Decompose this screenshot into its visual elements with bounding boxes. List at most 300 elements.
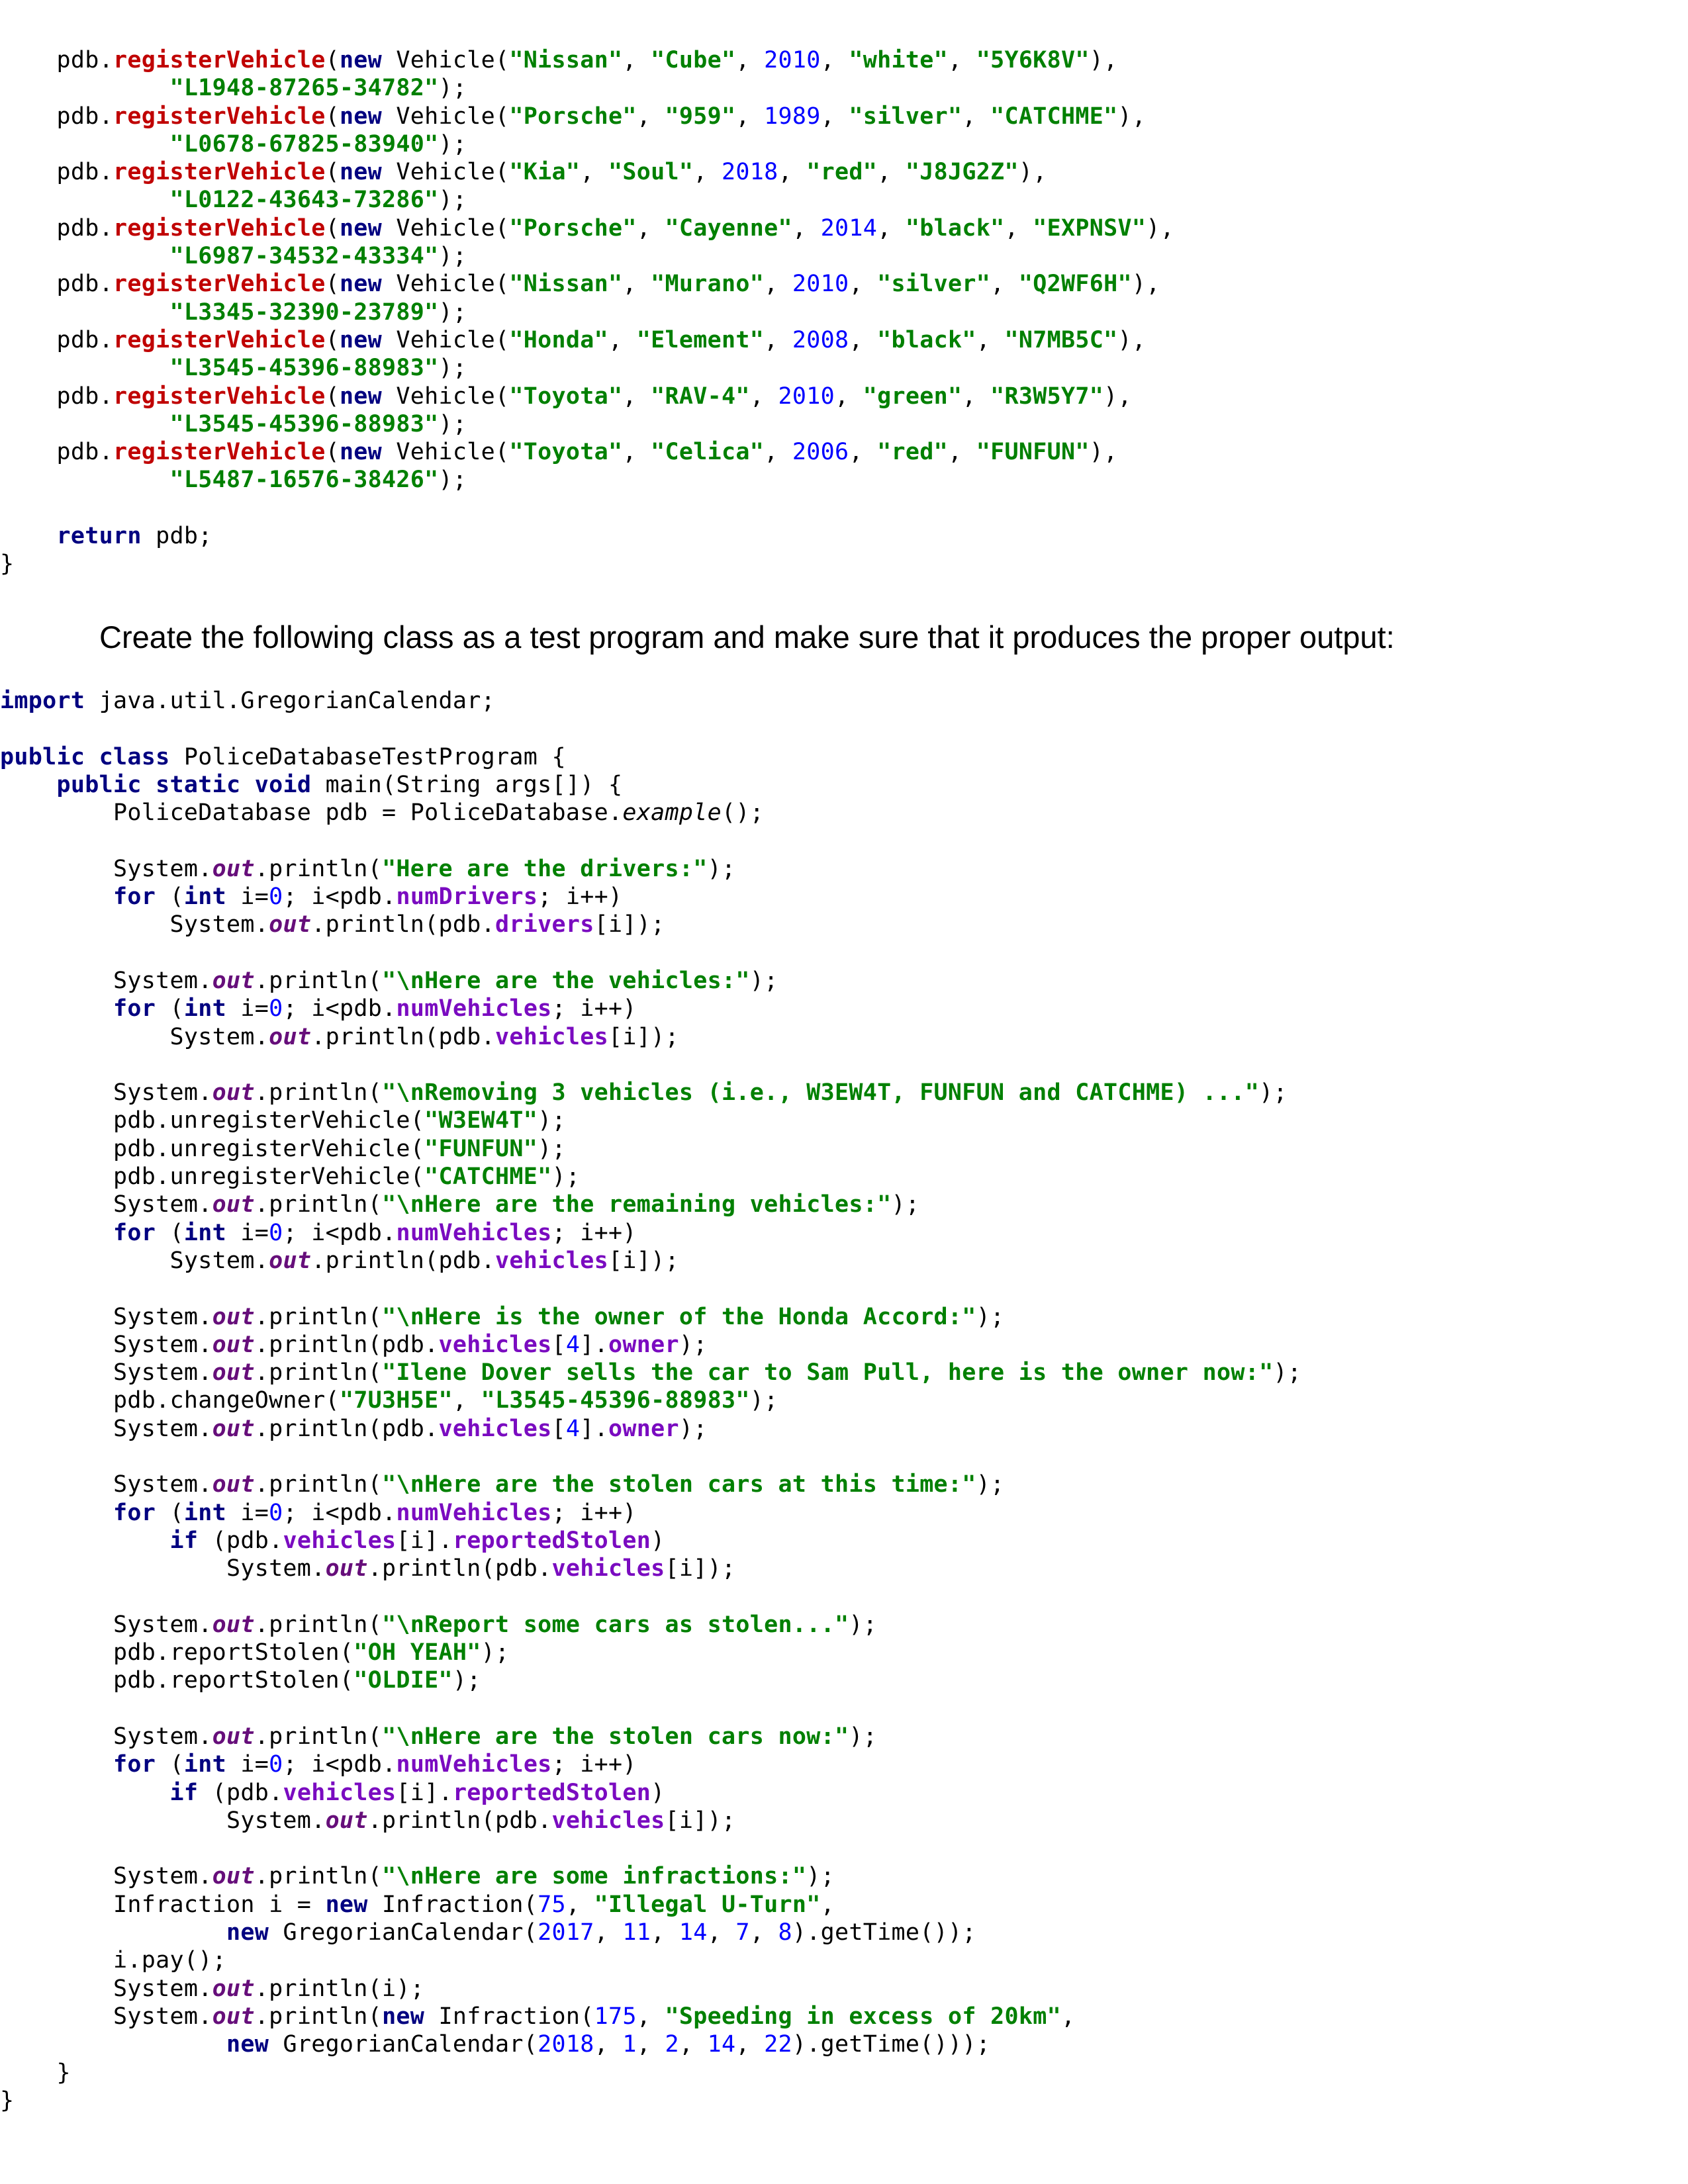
code-token: "OH YEAH" [353, 1639, 481, 1666]
code-token: System. [0, 967, 212, 994]
code-token [0, 355, 169, 381]
code-token: 2006 [792, 439, 849, 466]
code-line [0, 1359, 1301, 1387]
code-token: new [339, 103, 383, 130]
code-token: (pdb. [198, 1779, 283, 1806]
code-line [0, 1191, 1301, 1218]
code-token [0, 2031, 226, 2058]
code-token: "Element" [636, 326, 765, 353]
code-token: int [183, 1219, 226, 1246]
code-token: "\nReport some cars as stolen..." [382, 1611, 849, 1638]
code-line [0, 855, 1301, 883]
code-token: pdb. [0, 383, 113, 410]
code-token: vehicles [551, 1807, 665, 1834]
code-token: "W3EW4T" [424, 1107, 538, 1134]
code-line [0, 270, 1174, 298]
code-token: ; i++) [538, 884, 623, 911]
code-token: , [990, 271, 1019, 298]
code-token: out [212, 1611, 255, 1638]
code-token: .println( [254, 1471, 383, 1498]
code-token: Infraction( [367, 1891, 538, 1918]
code-line [0, 1779, 1301, 1807]
code-line [0, 1555, 1301, 1582]
code-token: "red" [877, 439, 948, 466]
code-token: for [113, 884, 156, 911]
code-token: i= [226, 1751, 269, 1778]
code-token: "FUNFUN" [424, 1135, 538, 1162]
code-listing-test-program [0, 687, 1301, 2115]
code-token: System. [0, 1191, 212, 1218]
code-token: , [679, 2031, 708, 2058]
code-token: import [0, 688, 85, 714]
code-token: ( [156, 1219, 184, 1246]
code-token: ); [707, 855, 736, 882]
code-token: vehicles [283, 1527, 397, 1554]
code-token: "green" [863, 383, 962, 410]
code-token: ( [156, 884, 184, 911]
code-token: pdb.unregisterVehicle( [0, 1163, 425, 1191]
code-token: for [113, 1499, 156, 1526]
code-token: new [339, 326, 383, 353]
code-token [0, 1780, 169, 1806]
code-token: , [792, 214, 821, 242]
code-line [0, 1583, 1301, 1611]
code-token: "L6987-34532-43334" [169, 243, 439, 270]
code-token: if [169, 1527, 199, 1554]
code-token: PoliceDatabaseTestProgram { [169, 743, 566, 770]
code-token: numVehicles [396, 995, 552, 1023]
code-token: out [212, 1863, 255, 1890]
code-token: out [212, 1303, 255, 1330]
code-token [0, 884, 113, 910]
code-token [0, 411, 169, 437]
code-token: ); [538, 1135, 566, 1162]
code-token: , [877, 159, 906, 186]
code-token: "\nHere are some infractions:" [382, 1863, 807, 1890]
code-token [0, 243, 169, 269]
code-token: "Cube" [651, 47, 736, 73]
code-token: ), [1117, 103, 1147, 130]
code-line [0, 383, 1174, 410]
code-token [0, 75, 169, 101]
code-token [240, 772, 254, 798]
code-token: , [608, 326, 637, 353]
code-token: Infraction( [424, 2003, 594, 2030]
code-line [0, 1807, 1301, 1835]
code-token: ); [1259, 1079, 1288, 1107]
code-token: "L3345-32390-23789" [169, 298, 439, 326]
code-token: , [877, 214, 906, 242]
code-line [0, 326, 1174, 354]
code-token: numDrivers [396, 884, 538, 911]
code-token: out [212, 1975, 255, 2002]
code-line [0, 967, 1301, 995]
code-line [0, 799, 1301, 827]
code-line [0, 1891, 1301, 1919]
code-token: 2010 [778, 383, 835, 410]
code-line [0, 186, 1174, 214]
code-line [0, 1023, 1301, 1051]
code-token: vehicles [283, 1779, 397, 1806]
code-token: "959" [665, 103, 736, 130]
code-token: if [169, 1779, 199, 1806]
code-token: for [113, 1751, 156, 1778]
code-token: "Kia" [509, 159, 581, 186]
code-token: return [56, 523, 142, 550]
code-line [0, 771, 1301, 799]
code-token: out [269, 1247, 312, 1274]
code-token: ; i++) [551, 995, 637, 1023]
code-token: , [580, 159, 609, 186]
code-token: "\nRemoving 3 vehicles (i.e., W3EW4T, FUNFUN and CATCHME) ..." [382, 1079, 1260, 1107]
code-token: out [212, 855, 255, 882]
code-token: .println( [254, 1723, 383, 1750]
code-token: Vehicle( [382, 439, 510, 466]
code-token: , [735, 103, 765, 130]
code-token: .println(i); [254, 1975, 425, 2002]
code-token [0, 1500, 113, 1526]
code-line [0, 939, 1301, 967]
code-token: out [325, 1807, 368, 1834]
code-token: .println(pdb. [311, 1247, 496, 1274]
code-token: "Porsche" [509, 214, 637, 242]
code-line [0, 410, 1174, 438]
code-line [0, 1051, 1301, 1079]
instruction-text: Create the following class as a test program and make sure that it produces the proper output: [99, 619, 1395, 655]
code-token: ( [325, 159, 340, 186]
code-line [0, 1331, 1301, 1359]
code-token: "\nHere is the owner of the Honda Accord:" [382, 1303, 976, 1330]
code-token: 2 [665, 2031, 679, 2058]
code-token: ); [481, 1639, 510, 1666]
code-token: "silver" [849, 103, 962, 130]
code-token [0, 1751, 113, 1778]
code-line [0, 743, 1301, 771]
code-token: System. [0, 1023, 269, 1050]
code-token: new [382, 2003, 425, 2030]
code-token: , [622, 383, 651, 410]
code-token: ); [679, 1415, 708, 1442]
code-token: 2008 [792, 326, 849, 353]
code-token: void [254, 771, 312, 798]
code-line [0, 1611, 1301, 1639]
code-token: registerVehicle [113, 383, 326, 410]
code-token: 2018 [722, 159, 778, 186]
code-token: ), [1018, 159, 1047, 186]
code-token [142, 772, 156, 798]
code-token: } [0, 2087, 15, 2114]
code-token: static [156, 771, 241, 798]
code-token: 2010 [764, 47, 821, 73]
code-line [0, 995, 1301, 1023]
code-line [0, 1946, 1301, 1974]
code-token: System. [0, 1807, 326, 1834]
code-token: out [212, 1359, 255, 1387]
code-line [0, 1919, 1301, 1946]
code-token: , [651, 1919, 679, 1946]
code-token: , [636, 2031, 665, 2058]
code-token: System. [0, 1303, 212, 1330]
code-line [0, 1219, 1301, 1247]
code-token: class [99, 743, 170, 770]
code-line [0, 1527, 1301, 1555]
code-line [0, 1275, 1301, 1302]
code-token: ; i++) [551, 1219, 637, 1246]
code-token: out [212, 1191, 255, 1218]
code-token: ); [438, 243, 467, 270]
code-token: (); [721, 799, 765, 827]
code-token: pdb.reportStolen( [0, 1639, 354, 1666]
code-token: , [636, 214, 665, 242]
code-token: ; i++) [551, 1499, 637, 1526]
code-token: System. [0, 1723, 212, 1750]
code-token: , [735, 47, 765, 73]
code-token: , [764, 439, 792, 466]
code-token: , [962, 103, 991, 130]
code-token: ); [976, 1471, 1005, 1498]
code-token: , [622, 271, 651, 298]
code-token: } [0, 2059, 71, 2086]
code-token: , [622, 439, 651, 466]
code-token: .println( [254, 1359, 383, 1387]
code-token: "\nHere are the stolen cars at this time:" [382, 1471, 976, 1498]
code-line [0, 1862, 1301, 1890]
code-line [0, 1163, 1301, 1191]
code-token: .println(pdb. [254, 1415, 439, 1442]
code-token: ); [438, 187, 467, 214]
code-line [0, 1499, 1301, 1527]
code-listing-police-database-example [0, 46, 1174, 578]
code-token [0, 523, 57, 549]
code-token [0, 1919, 226, 1946]
code-token: 2018 [538, 2031, 594, 2058]
code-token: , [835, 383, 863, 410]
code-token: out [212, 1723, 255, 1750]
code-token: "L3545-45396-88983" [481, 1387, 750, 1414]
code-token: .println(pdb. [311, 911, 496, 938]
code-line [0, 1107, 1301, 1134]
code-token: 0 [269, 995, 283, 1023]
code-token: "L3545-45396-88983" [169, 410, 439, 437]
code-token: , [820, 47, 849, 73]
code-token: .println(pdb. [367, 1807, 552, 1834]
code-token: [i]); [665, 1807, 736, 1834]
code-token: out [269, 911, 312, 938]
code-token [0, 1527, 169, 1554]
code-token: "Toyota" [509, 439, 623, 466]
code-token: , [948, 47, 976, 73]
code-token: [i]); [608, 1247, 679, 1274]
code-token: numVehicles [396, 1219, 552, 1246]
code-token: ( [325, 326, 340, 353]
code-token: , [749, 1919, 778, 1946]
code-line [0, 214, 1174, 242]
code-line [0, 1471, 1301, 1498]
code-token: 175 [594, 2003, 637, 2030]
code-token: out [212, 1079, 255, 1107]
code-token: registerVehicle [113, 47, 326, 73]
code-token: "Cayenne" [665, 214, 792, 242]
code-token: System. [0, 911, 269, 938]
code-line [0, 466, 1174, 494]
code-line [0, 827, 1301, 854]
code-token: ), [1131, 271, 1160, 298]
code-line [0, 103, 1174, 130]
code-token: , [1004, 214, 1033, 242]
code-token: i= [226, 1499, 269, 1526]
code-token: ; i<pdb. [283, 1219, 397, 1246]
code-token: ); [438, 298, 467, 326]
code-token: for [113, 995, 156, 1023]
code-token: new [226, 2031, 269, 2058]
code-line [0, 2030, 1301, 2058]
code-line [0, 687, 1301, 715]
code-token: ), [1117, 326, 1147, 353]
code-token: ); [891, 1191, 920, 1218]
code-line [0, 1639, 1301, 1666]
code-token: "J8JG2Z" [905, 159, 1019, 186]
code-token: System. [0, 1359, 212, 1387]
code-token: , [948, 439, 976, 466]
code-token: ).getTime()); [792, 1919, 976, 1946]
code-token: new [325, 1891, 368, 1918]
code-token: new [339, 439, 383, 466]
code-token: ); [438, 467, 467, 494]
code-token: pdb. [0, 103, 113, 130]
code-token: } [0, 551, 15, 578]
code-token: "CATCHME" [424, 1163, 552, 1191]
code-token: [ [551, 1415, 566, 1442]
code-token: ; i<pdb. [283, 884, 397, 911]
code-token: .println( [254, 1079, 383, 1107]
code-token: 14 [679, 1919, 708, 1946]
code-token: [i]); [665, 1555, 736, 1582]
code-token: numVehicles [396, 1751, 552, 1778]
code-line [0, 298, 1174, 326]
code-token: pdb. [0, 271, 113, 298]
code-token: numVehicles [396, 1499, 552, 1526]
code-token: System. [0, 1415, 212, 1442]
code-token: "\nHere are the remaining vehicles:" [382, 1191, 892, 1218]
code-token: example [622, 799, 722, 827]
code-token: ); [1273, 1359, 1302, 1387]
code-token [0, 995, 113, 1022]
code-token: ; i++) [551, 1751, 637, 1778]
code-token: 4 [565, 1331, 581, 1358]
code-token: 0 [269, 1751, 283, 1778]
code-token: , [764, 271, 792, 298]
code-token: [i]); [594, 911, 665, 938]
code-token: out [212, 1471, 255, 1498]
code-token: GregorianCalendar( [269, 1919, 538, 1946]
code-token: "CATCHME" [990, 103, 1118, 130]
code-token: "RAV-4" [651, 383, 750, 410]
code-token: out [212, 1331, 255, 1358]
code-token: System. [0, 1611, 212, 1638]
code-token: pdb.unregisterVehicle( [0, 1107, 425, 1134]
code-token: "L1948-87265-34782" [169, 75, 439, 102]
code-token: 2010 [792, 271, 849, 298]
code-token: "L3545-45396-88983" [169, 355, 439, 382]
code-token: ( [156, 1499, 184, 1526]
code-token: .println(pdb. [367, 1555, 552, 1582]
code-token: System. [0, 2003, 212, 2030]
code-token: "Celica" [651, 439, 765, 466]
code-token: 75 [538, 1891, 566, 1918]
code-token: System. [0, 1331, 212, 1358]
code-line [0, 1666, 1301, 1694]
code-token: ); [749, 967, 778, 994]
code-token: registerVehicle [113, 103, 326, 130]
code-token: new [339, 47, 383, 73]
code-token: .println( [254, 1303, 383, 1330]
code-token: "Speeding in excess of 20km" [665, 2003, 1061, 2030]
code-token: .println(pdb. [311, 1023, 496, 1050]
code-token: "white" [849, 47, 948, 73]
code-token: 11 [622, 1919, 651, 1946]
code-token: ; i<pdb. [283, 995, 397, 1023]
code-token: [ [551, 1331, 566, 1358]
code-token: reportedStolen [452, 1527, 651, 1554]
code-token: .println( [254, 1611, 383, 1638]
code-token: "Soul" [608, 159, 694, 186]
code-token [0, 467, 169, 493]
code-token: , [693, 159, 722, 186]
code-token: ; i<pdb. [283, 1751, 397, 1778]
code-token: "EXPNSV" [1033, 214, 1147, 242]
code-token: ( [325, 383, 340, 410]
code-token: "red" [806, 159, 878, 186]
code-token: "5Y6K8V" [976, 47, 1090, 73]
code-token: new [226, 1919, 269, 1946]
code-line [0, 715, 1301, 743]
code-token: Vehicle( [382, 159, 510, 186]
code-token: "Illegal U-Turn" [594, 1891, 821, 1918]
code-token: ; i<pdb. [283, 1499, 397, 1526]
code-token: int [183, 995, 226, 1023]
code-token: ); [551, 1163, 581, 1191]
code-token: , [820, 1891, 835, 1918]
code-token: , [622, 47, 651, 73]
code-line [0, 2087, 1301, 2115]
code-token: System. [0, 1975, 212, 2002]
code-token: out [325, 1555, 368, 1582]
code-token: vehicles [495, 1023, 609, 1050]
code-token: ); [749, 1387, 778, 1414]
code-token: , [849, 271, 878, 298]
code-token: 22 [764, 2031, 792, 2058]
code-token: ); [849, 1723, 878, 1750]
code-token: registerVehicle [113, 271, 326, 298]
code-token: pdb.reportStolen( [0, 1667, 354, 1694]
code-token: , [764, 326, 792, 353]
code-token: int [183, 1499, 226, 1526]
code-token: registerVehicle [113, 439, 326, 466]
code-token: System. [0, 1247, 269, 1274]
code-line [0, 1695, 1301, 1723]
code-token: int [183, 884, 226, 911]
code-token: , [976, 326, 1005, 353]
code-token: , [820, 103, 849, 130]
code-token: owner [608, 1415, 679, 1442]
code-token: "\nHere are the stolen cars now:" [382, 1723, 849, 1750]
code-token: 8 [778, 1919, 792, 1946]
code-token: registerVehicle [113, 214, 326, 242]
code-token [0, 299, 169, 326]
code-line [0, 1835, 1301, 1862]
code-token: .println( [254, 2003, 383, 2030]
code-token: ); [806, 1863, 835, 1890]
